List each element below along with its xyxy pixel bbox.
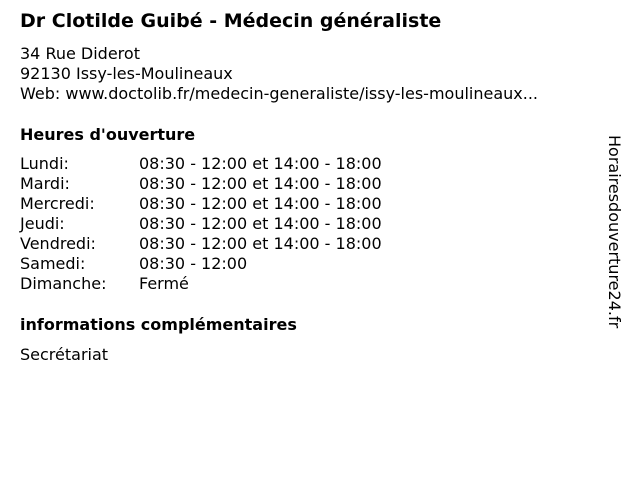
time-value: 08:30 - 12:00 et 14:00 - 18:00: [139, 194, 382, 213]
time-value: 08:30 - 12:00 et 14:00 - 18:00: [139, 214, 382, 233]
day-label: Jeudi:: [20, 214, 65, 233]
additional-info-heading: informations complémentaires: [20, 315, 297, 334]
address-block: [20, 44, 538, 104]
page-title: Dr Clotilde Guibé - Médecin généraliste: [20, 10, 442, 32]
hours-row-saturday: [20, 254, 382, 274]
day-label: Mercredi:: [20, 194, 95, 213]
time-value: 08:30 - 12:00 et 14:00 - 18:00: [139, 154, 382, 173]
day-label: Vendredi:: [20, 234, 96, 253]
day-label: Mardi:: [20, 174, 70, 193]
time-value: Fermé: [139, 274, 189, 293]
hours-row-thursday: [20, 214, 382, 234]
website-line[interactable]: Web: www.doctolib.fr/medecin-generaliste/issy-les-moulineaux...: [20, 84, 538, 103]
time-value: 08:30 - 12:00: [139, 254, 248, 273]
hours-row-monday: [20, 154, 382, 174]
hours-row-sunday: [20, 274, 382, 294]
day-label: Lundi:: [20, 154, 69, 173]
site-watermark: Horairesdouverture24.fr: [605, 135, 624, 329]
time-value: 08:30 - 12:00 et 14:00 - 18:00: [139, 174, 382, 193]
street-address: 34 Rue Diderot: [20, 44, 140, 63]
day-label: Samedi:: [20, 254, 86, 273]
opening-hours-heading: Heures d'ouverture: [20, 125, 196, 144]
day-label: Dimanche:: [20, 274, 107, 293]
opening-hours-table: [20, 154, 382, 294]
time-value: 08:30 - 12:00 et 14:00 - 18:00: [139, 234, 382, 253]
hours-row-wednesday: [20, 194, 382, 214]
hours-row-friday: [20, 234, 382, 254]
city-postcode: 92130 Issy-les-Moulineaux: [20, 64, 233, 83]
additional-info-text: Secrétariat: [20, 345, 109, 364]
hours-row-tuesday: [20, 174, 382, 194]
